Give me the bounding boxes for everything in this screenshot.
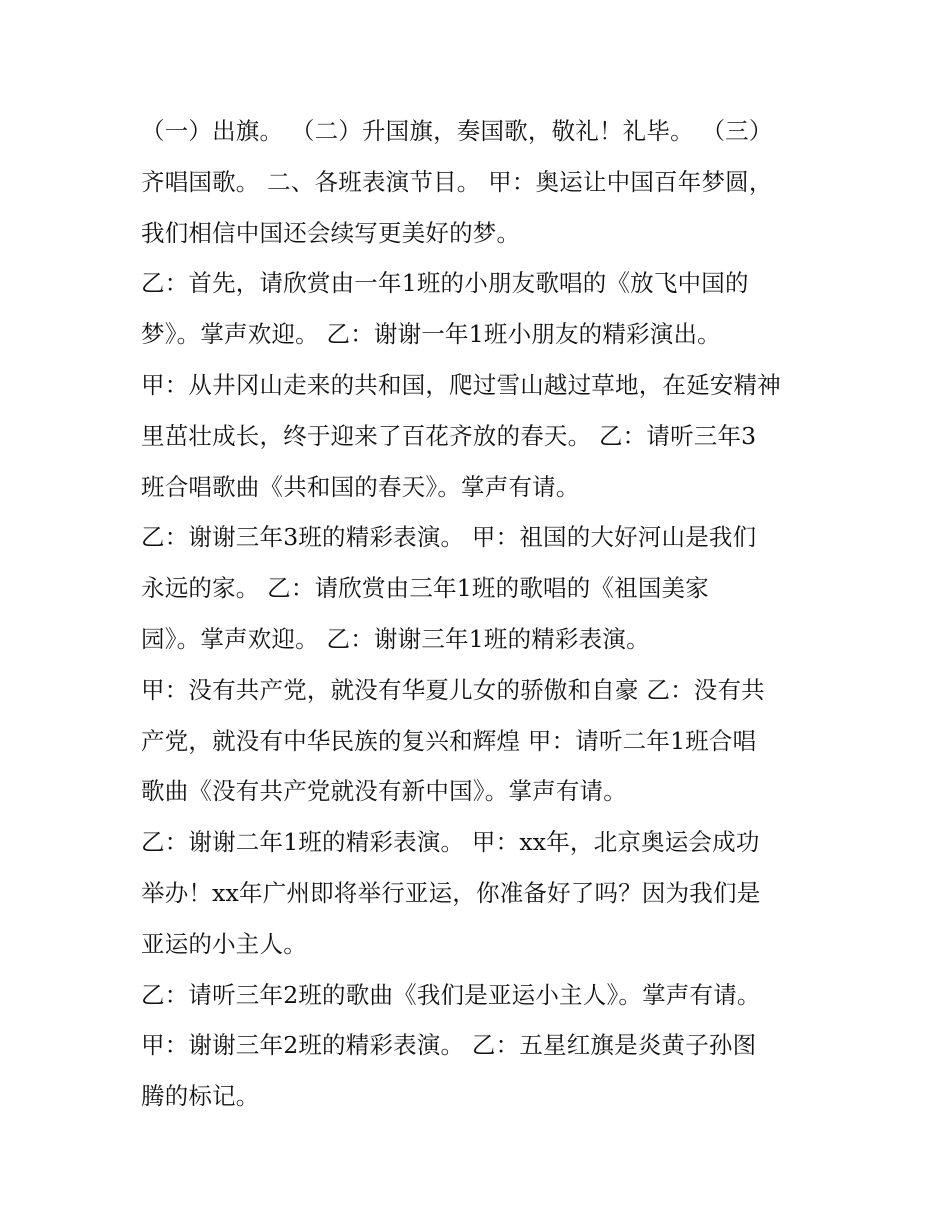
text-line: 腾的标记。 <box>141 1082 260 1111</box>
text-line: 里茁壮成长，终于迎来了百花齐放的春天。 乙：请听三年3 <box>141 421 757 450</box>
text-line: 班合唱歌曲《共和国的春天》。掌声有请。 <box>141 472 580 501</box>
text-line: 永远的家。 乙：请欣赏由三年1班的歌唱的《祖国美家 <box>141 574 709 603</box>
text-line: 亚运的小主人。 <box>141 929 307 958</box>
text-line: 园》。掌声欢迎。 乙：谢谢三年1班的精彩表演。 <box>141 624 650 653</box>
text-line: 梦》。掌声欢迎。 乙：谢谢一年1班小朋友的精彩演出。 <box>141 320 721 349</box>
text-line: 我们相信中国还会续写更美好的梦。 <box>141 218 521 247</box>
text-line: 乙：首先，请欣赏由一年1班的小朋友歌唱的《放飞中国的 <box>141 269 749 298</box>
document-body <box>141 106 831 1122</box>
text-line: 甲：从井冈山走来的共和国，爬过雪山越过草地，在延安精神 <box>141 370 781 399</box>
text-line: 举办！xx年广州即将举行亚运，你准备好了吗？因为我们是 <box>141 878 761 907</box>
text-line: 乙：谢谢三年3班的精彩表演。 甲：祖国的大好河山是我们 <box>141 523 757 552</box>
text-line: 甲：谢谢三年2班的精彩表演。 乙：五星红旗是炎黄子孙图 <box>141 1031 757 1060</box>
text-line: 甲：没有共产党，就没有华夏儿女的骄傲和自豪 乙：没有共 <box>141 675 765 704</box>
text-line: 歌曲《没有共产党就没有新中国》。掌声有请。 <box>141 777 627 806</box>
text-line: 乙：请听三年2班的歌曲《我们是亚运小主人》。掌声有请。 <box>141 980 761 1009</box>
text-line: 齐唱国歌。 二、各班表演节目。 甲：奥运让中国百年梦圆， <box>141 167 773 196</box>
text-line: 乙：谢谢二年1班的精彩表演。 甲：xx年，北京奥运会成功 <box>141 828 760 857</box>
text-line: 产党，就没有中华民族的复兴和辉煌 甲：请听二年1班合唱 <box>141 726 757 755</box>
text-line: （一）出旗。 （二）升国旗，奏国歌，敬礼！礼毕。 （三） <box>141 117 773 145</box>
